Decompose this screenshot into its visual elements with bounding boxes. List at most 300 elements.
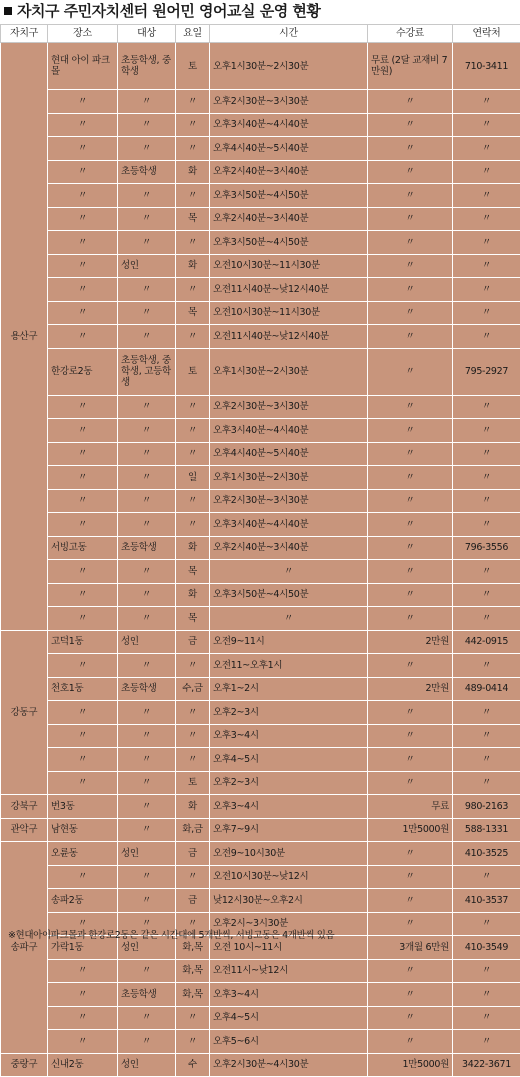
header-cell: 대상 [118,25,176,43]
fee-cell: 1만5000원 [368,1053,453,1077]
target-cell: 초등학생 [118,677,176,701]
contact-cell: 795-2927 [453,348,520,395]
time-cell: 오후3시40분~4시40분 [210,513,368,537]
table-row [1,795,520,819]
day-cell: 〃 [176,231,210,255]
place-cell: 〃 [48,1030,118,1054]
time-cell: 오전11시40분~낮12시40분 [210,278,368,302]
day-cell: 〃 [176,278,210,302]
english-class-table [0,24,520,1077]
fee-cell: 〃 [368,912,453,936]
district-cell: 송파구 [1,842,48,1054]
table-row [1,865,520,889]
time-cell: 오전11시~낮12시 [210,959,368,983]
contact-cell: 〃 [453,207,520,231]
place-cell: 〃 [48,278,118,302]
day-cell: 〃 [176,113,210,137]
place-cell: 서빙고동 [48,536,118,560]
table-row [1,724,520,748]
place-cell: 〃 [48,607,118,631]
table-row [1,1006,520,1030]
time-cell: 오후4시40분~5시40분 [210,442,368,466]
fee-cell: 〃 [368,466,453,490]
page-title [0,0,520,24]
header-cell: 수강료 [368,25,453,43]
target-cell: 〃 [118,325,176,349]
time-cell: 오후4시40분~5시40분 [210,137,368,161]
target-cell: 초등학생 [118,536,176,560]
header-cell: 요일 [176,25,210,43]
target-cell: 초등학생, 중학생 [118,43,176,90]
time-cell: 오후3시50분~4시50분 [210,583,368,607]
target-cell: 〃 [118,607,176,631]
place-cell: 가락1동 [48,936,118,960]
time-cell: 오전10시30분~11시30분 [210,301,368,325]
target-cell: 〃 [118,560,176,584]
table-row [1,254,520,278]
contact-cell: 〃 [453,442,520,466]
fee-cell: 〃 [368,1006,453,1030]
contact-cell: 〃 [453,301,520,325]
place-cell: 〃 [48,560,118,584]
target-cell: 초등학생 [118,983,176,1007]
table-row [1,419,520,443]
table-header-row [1,25,520,43]
place-cell: 오륜동 [48,842,118,866]
table-row [1,1053,520,1077]
time-cell: 오후1시30분~2시30분 [210,466,368,490]
target-cell: 〃 [118,137,176,161]
place-cell: 〃 [48,442,118,466]
table-row [1,90,520,114]
table-row [1,231,520,255]
place-cell: 〃 [48,489,118,513]
day-cell: 토 [176,43,210,90]
contact-cell: 〃 [453,912,520,936]
fee-cell: 〃 [368,442,453,466]
table-row [1,818,520,842]
place-cell: 〃 [48,419,118,443]
table-row [1,701,520,725]
contact-cell: 〃 [453,90,520,114]
place-cell: 〃 [48,254,118,278]
fee-cell: 〃 [368,419,453,443]
district-cell: 용산구 [1,43,48,631]
fee-cell: 3개월 6만원 [368,936,453,960]
time-cell: 오후4~5시 [210,748,368,772]
day-cell: 수 [176,1053,210,1077]
target-cell: 〃 [118,583,176,607]
place-cell: 〃 [48,959,118,983]
fee-cell: 〃 [368,889,453,913]
time-cell: 오후3~4시 [210,795,368,819]
time-cell: 오전11~오후1시 [210,654,368,678]
table-row [1,536,520,560]
place-cell: 〃 [48,90,118,114]
time-cell: 오후4~5시 [210,1006,368,1030]
contact-cell: 〃 [453,278,520,302]
contact-cell: 〃 [453,254,520,278]
place-cell: 〃 [48,701,118,725]
fee-cell: 〃 [368,654,453,678]
time-cell: 〃 [210,607,368,631]
time-cell: 오후3시40분~4시40분 [210,419,368,443]
target-cell: 초등학생 [118,160,176,184]
place-cell: 현대 아이 파크몰 [48,43,118,90]
day-cell: 화 [176,160,210,184]
time-cell: 오전 10시~11시 [210,936,368,960]
time-cell: 오후2~3시 [210,701,368,725]
target-cell: 〃 [118,889,176,913]
contact-cell: 〃 [453,113,520,137]
place-cell: 〃 [48,912,118,936]
place-cell: 〃 [48,513,118,537]
target-cell: 〃 [118,818,176,842]
target-cell: 〃 [118,207,176,231]
time-cell: 오전10시30분~낮12시 [210,865,368,889]
contact-cell: 〃 [453,325,520,349]
day-cell: 일 [176,466,210,490]
time-cell: 오후1시30분~2시30분 [210,43,368,90]
day-cell: 〃 [176,912,210,936]
contact-cell: 〃 [453,513,520,537]
time-cell: 오후5~6시 [210,1030,368,1054]
target-cell: 〃 [118,113,176,137]
contact-cell: 489-0414 [453,677,520,701]
time-cell: 오후7~9시 [210,818,368,842]
contact-cell: 〃 [453,654,520,678]
time-cell: 오후3시40분~4시40분 [210,113,368,137]
contact-cell: 〃 [453,865,520,889]
time-cell: 오전9~10시30분 [210,842,368,866]
fee-cell: 2만원 [368,677,453,701]
time-cell: 오전9~11시 [210,630,368,654]
table-row [1,325,520,349]
header-cell: 자치구 [1,25,48,43]
place-cell: 〃 [48,184,118,208]
day-cell: 〃 [176,865,210,889]
table-row [1,184,520,208]
fee-cell: 무료 (2달 교재비 7만원) [368,43,453,90]
target-cell: 〃 [118,301,176,325]
target-cell: 〃 [118,959,176,983]
place-cell: 〃 [48,231,118,255]
target-cell: 〃 [118,771,176,795]
table-row [1,43,520,90]
time-cell: 오후3시50분~4시50분 [210,231,368,255]
day-cell: 화 [176,795,210,819]
header-cell: 시간 [210,25,368,43]
time-cell: 오전10시30분~11시30분 [210,254,368,278]
table-row [1,489,520,513]
contact-cell: 〃 [453,231,520,255]
day-cell: 〃 [176,325,210,349]
table-row [1,278,520,302]
contact-cell: 〃 [453,701,520,725]
fee-cell: 〃 [368,207,453,231]
target-cell: 성인 [118,842,176,866]
table-row [1,207,520,231]
target-cell: 〃 [118,419,176,443]
place-cell: 〃 [48,160,118,184]
contact-cell: 〃 [453,583,520,607]
contact-cell: 〃 [453,959,520,983]
table-row [1,442,520,466]
target-cell: 〃 [118,489,176,513]
day-cell: 화 [176,254,210,278]
target-cell: 〃 [118,701,176,725]
footnote: ※현대아이파크몰과 한강로2동은 같은 시간대에 5개반씩, 서빙고동은 4개반씩 있음 [0,927,520,945]
table-row [1,301,520,325]
contact-cell: 3422-3671 [453,1053,520,1077]
day-cell: 수,금 [176,677,210,701]
fee-cell: 〃 [368,278,453,302]
fee-cell: 〃 [368,113,453,137]
day-cell: 〃 [176,748,210,772]
day-cell: 〃 [176,513,210,537]
contact-cell: 〃 [453,607,520,631]
place-cell: 〃 [48,748,118,772]
table-row [1,1030,520,1054]
day-cell: 목 [176,301,210,325]
target-cell: 〃 [118,278,176,302]
contact-cell: 410-3549 [453,936,520,960]
contact-cell: 〃 [453,724,520,748]
target-cell: 〃 [118,231,176,255]
target-cell: 〃 [118,912,176,936]
day-cell: 〃 [176,419,210,443]
day-cell: 〃 [176,90,210,114]
time-cell: 오후2시30분~3시30분 [210,489,368,513]
time-cell: 오후2시30분~4시30분 [210,1053,368,1077]
target-cell: 〃 [118,184,176,208]
time-cell: 오후2시~3시30분 [210,912,368,936]
district-cell: 강북구 [1,795,48,819]
table-row [1,113,520,137]
time-cell: 오전11시40분~낮12시40분 [210,325,368,349]
table-row [1,983,520,1007]
time-cell: 오후1시30분~2시30분 [210,348,368,395]
fee-cell: 〃 [368,160,453,184]
day-cell: 화 [176,583,210,607]
fee-cell: 〃 [368,748,453,772]
contact-cell: 710-3411 [453,43,520,90]
place-cell: 〃 [48,466,118,490]
fee-cell: 〃 [368,348,453,395]
contact-cell: 〃 [453,748,520,772]
fee-cell: 〃 [368,137,453,161]
fee-cell: 〃 [368,90,453,114]
bullet-square-icon [4,7,12,15]
fee-cell: 2만원 [368,630,453,654]
day-cell: 토 [176,348,210,395]
place-cell: 고덕1동 [48,630,118,654]
target-cell: 〃 [118,442,176,466]
district-cell: 중랑구 [1,1053,48,1077]
target-cell: 초등학생, 중학생, 고등학생 [118,348,176,395]
day-cell: 토 [176,771,210,795]
place-cell: 남현동 [48,818,118,842]
header-cell: 장소 [48,25,118,43]
contact-cell: 〃 [453,1030,520,1054]
time-cell: 오후2시30분~3시30분 [210,395,368,419]
title-text: 자치구 주민자치센터 원어민 영어교실 운영 현황 [17,2,320,20]
contact-cell: 〃 [453,160,520,184]
target-cell: 성인 [118,254,176,278]
place-cell: 〃 [48,395,118,419]
day-cell: 〃 [176,654,210,678]
target-cell: 〃 [118,90,176,114]
day-cell: 화,목 [176,959,210,983]
fee-cell: 〃 [368,536,453,560]
table-row [1,348,520,395]
contact-cell: 〃 [453,419,520,443]
target-cell: 성인 [118,630,176,654]
place-cell: 〃 [48,325,118,349]
day-cell: 금 [176,630,210,654]
contact-cell: 〃 [453,1006,520,1030]
district-cell: 관악구 [1,818,48,842]
time-cell: 오후2시30분~3시30분 [210,90,368,114]
contact-cell: 588-1331 [453,818,520,842]
place-cell: 〃 [48,1006,118,1030]
place-cell: 한강로2동 [48,348,118,395]
fee-cell: 〃 [368,301,453,325]
day-cell: 〃 [176,184,210,208]
contact-cell: 〃 [453,489,520,513]
target-cell: 성인 [118,1053,176,1077]
fee-cell: 〃 [368,842,453,866]
place-cell: 〃 [48,865,118,889]
place-cell: 〃 [48,654,118,678]
time-cell: 오후2~3시 [210,771,368,795]
place-cell: 〃 [48,983,118,1007]
table-row [1,513,520,537]
table-row [1,654,520,678]
table-row [1,959,520,983]
time-cell: 오후2시40분~3시40분 [210,160,368,184]
place-cell: 〃 [48,583,118,607]
time-cell: 〃 [210,560,368,584]
table-row [1,583,520,607]
day-cell: 화,목 [176,983,210,1007]
contact-cell: 980-2163 [453,795,520,819]
place-cell: 신내2동 [48,1053,118,1077]
fee-cell: 1만5000원 [368,818,453,842]
header-cell: 연락처 [453,25,520,43]
day-cell: 목 [176,207,210,231]
contact-cell: 410-3537 [453,889,520,913]
place-cell: 송파2동 [48,889,118,913]
fee-cell: 〃 [368,983,453,1007]
contact-cell: 〃 [453,395,520,419]
day-cell: 〃 [176,1006,210,1030]
time-cell: 오후2시40분~3시40분 [210,536,368,560]
district-cell: 강동구 [1,630,48,795]
target-cell: 〃 [118,724,176,748]
table-row [1,630,520,654]
fee-cell: 〃 [368,771,453,795]
time-cell: 오후2시40분~3시40분 [210,207,368,231]
day-cell: 〃 [176,1030,210,1054]
fee-cell: 〃 [368,231,453,255]
target-cell: 〃 [118,466,176,490]
target-cell: 〃 [118,1006,176,1030]
table-row [1,607,520,631]
fee-cell: 〃 [368,560,453,584]
day-cell: 〃 [176,137,210,161]
place-cell: 번3동 [48,795,118,819]
contact-cell: 〃 [453,466,520,490]
target-cell: 〃 [118,654,176,678]
target-cell: 성인 [118,936,176,960]
table-row [1,677,520,701]
time-cell: 오후1~2시 [210,677,368,701]
day-cell: 〃 [176,701,210,725]
target-cell: 〃 [118,865,176,889]
target-cell: 〃 [118,748,176,772]
target-cell: 〃 [118,1030,176,1054]
day-cell: 〃 [176,724,210,748]
fee-cell: 〃 [368,701,453,725]
fee-cell: 〃 [368,724,453,748]
table-row [1,771,520,795]
fee-cell: 〃 [368,184,453,208]
day-cell: 금 [176,889,210,913]
place-cell: 천호1동 [48,677,118,701]
table-row [1,160,520,184]
table-row [1,560,520,584]
time-cell: 오후3~4시 [210,724,368,748]
table-row [1,889,520,913]
fee-cell: 〃 [368,1030,453,1054]
table-row [1,137,520,161]
table-row [1,395,520,419]
contact-cell: 796-3556 [453,536,520,560]
fee-cell: 〃 [368,489,453,513]
day-cell: 〃 [176,489,210,513]
contact-cell: 442-0915 [453,630,520,654]
target-cell: 〃 [118,395,176,419]
day-cell: 화,목 [176,936,210,960]
contact-cell: 〃 [453,137,520,161]
place-cell: 〃 [48,113,118,137]
day-cell: 목 [176,607,210,631]
place-cell: 〃 [48,207,118,231]
fee-cell: 〃 [368,583,453,607]
fee-cell: 〃 [368,959,453,983]
contact-cell: 410-3525 [453,842,520,866]
contact-cell: 〃 [453,983,520,1007]
fee-cell: 〃 [368,254,453,278]
fee-cell: 〃 [368,607,453,631]
time-cell: 오후3~4시 [210,983,368,1007]
contact-cell: 〃 [453,184,520,208]
table-row [1,466,520,490]
day-cell: 목 [176,560,210,584]
table-row [1,842,520,866]
fee-cell: 〃 [368,513,453,537]
target-cell: 〃 [118,513,176,537]
time-cell: 낮12시30분~오후2시 [210,889,368,913]
day-cell: 화,금 [176,818,210,842]
fee-cell: 〃 [368,395,453,419]
fee-cell: 〃 [368,325,453,349]
time-cell: 오후3시50분~4시50분 [210,184,368,208]
day-cell: 화 [176,536,210,560]
contact-cell: 〃 [453,560,520,584]
place-cell: 〃 [48,137,118,161]
